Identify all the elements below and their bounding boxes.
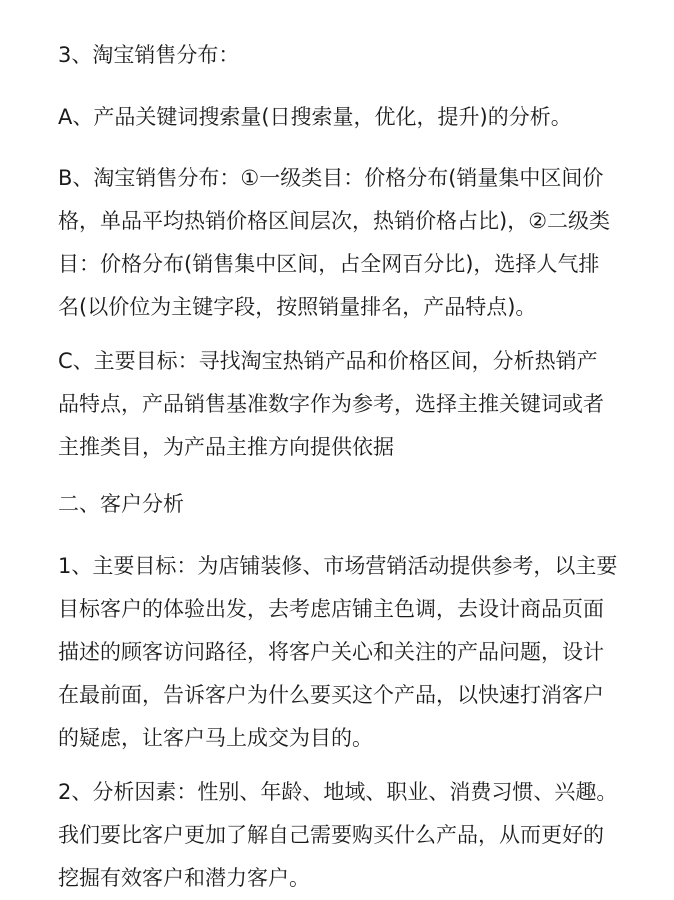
paragraph-1-customer-goal: 1、主要目标：为店铺装修、市场营销活动提供参考，以主要目标客户的体验出发，去考虑店铺主色调，去设计商品页面描述的顾客访问路径，将客户关心和关注的产品问题，设计在最前面，告诉客户为什么要买这个产品，以快速打消客户的疑虑，让客户马上成交为目的。: [58, 554, 618, 750]
section-heading-taobao-sales: 3、淘宝销售分布：: [58, 43, 240, 67]
paragraph-c-main-goal: C、主要目标：寻找淘宝热销产品和价格区间，分析热销产品特点，产品销售基准数字作为参考，选择主推关键词或者主推类目，为产品主推方向提供依据: [58, 349, 604, 459]
paragraph-2-analysis-factors: 2、分析因素：性别、年龄、地域、职业、消费习惯、兴趣。我们要比客户更加了解自己需要购买什么产品，从而更好的挖掘有效客户和潜力客户。: [58, 780, 618, 890]
paragraph-a-keyword-search: A、产品关键词搜索量(日搜索量，优化，提升)的分析。: [58, 105, 572, 129]
paragraph-b-sales-distribution: B、淘宝销售分布：①一级类目：价格分布(销量集中区间价格，单品平均热销价格区间层次，热销价格占比)，②二级类目：价格分布(销售集中区间，占全网百分比)，选择人气排名(以价位为主键字段，按照销量排名，产品特点)。: [58, 166, 611, 319]
section-heading-customer-analysis: 二、客户分析: [58, 492, 184, 516]
